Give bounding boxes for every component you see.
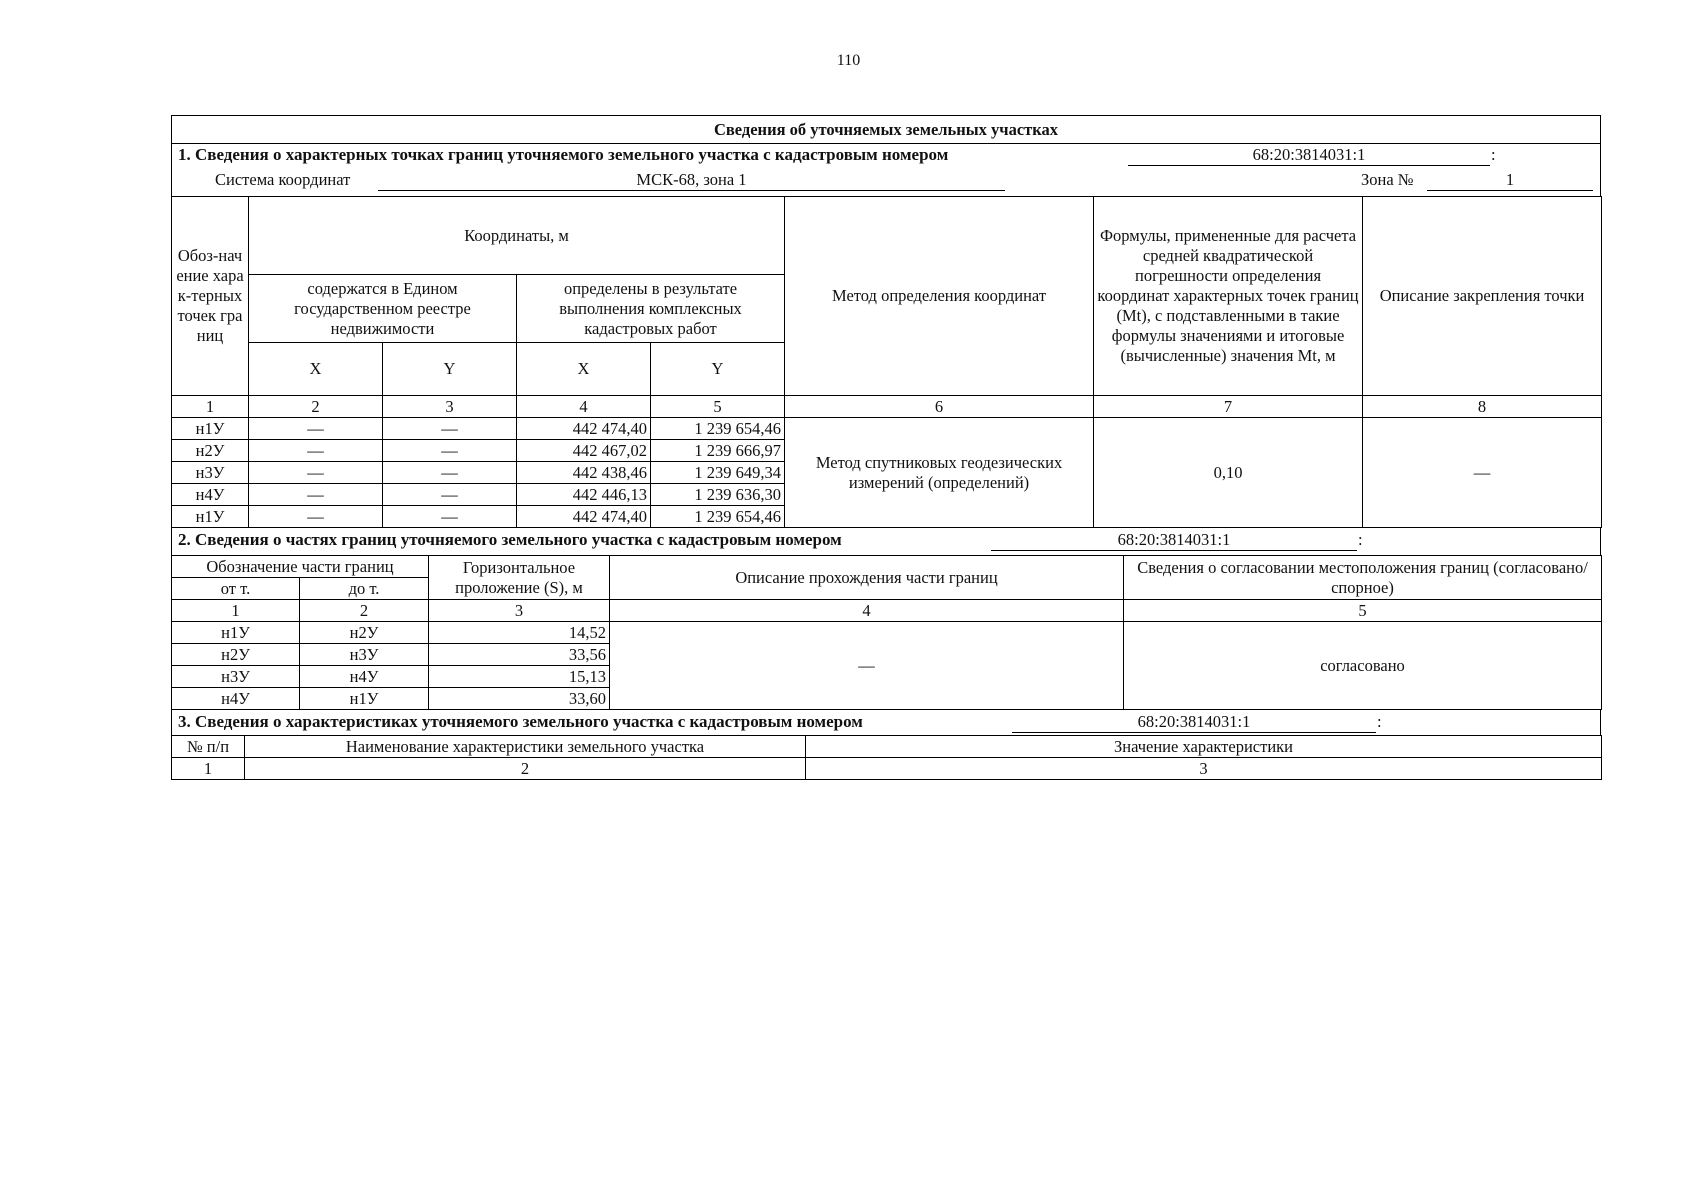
header-x-egrn: X — [249, 343, 383, 396]
section2-cadastral-number: 68:20:3814031:1 — [991, 530, 1357, 551]
header-coordinates: Координаты, м — [249, 197, 785, 275]
document-table — [171, 115, 1601, 780]
to-point: н3У — [300, 644, 429, 666]
header-x-kkr: X — [517, 343, 651, 396]
header-agreement: Сведения о согласовании местоположения границ (согласовано/спорное) — [1124, 556, 1602, 600]
x-value: 442 474,40 — [517, 506, 651, 528]
section1-heading — [171, 143, 1601, 196]
zone-value: 1 — [1427, 170, 1593, 191]
section2-heading — [171, 527, 1601, 556]
col-number: 1 — [172, 396, 249, 418]
horizontal-length: 14,52 — [429, 622, 610, 644]
col-number: 2 — [300, 600, 429, 622]
title-table — [171, 115, 1601, 144]
from-point: н1У — [172, 622, 300, 644]
y-value: 1 239 654,46 — [651, 506, 785, 528]
col-number: 2 — [249, 396, 383, 418]
coord-system-value: МСК-68, зона 1 — [378, 170, 1005, 191]
section3-title: 3. Сведения о характеристиках уточняемого земельного участка с кадастровым номером — [178, 711, 863, 731]
header-to: до т. — [300, 578, 429, 600]
from-point: н3У — [172, 666, 300, 688]
x-egrn: — — [249, 484, 383, 506]
section1-colon: : — [1491, 145, 1496, 164]
y-value: 1 239 649,34 — [651, 462, 785, 484]
coord-system-label: Система координат — [215, 170, 351, 189]
header-description: Описание прохождения части границ — [610, 556, 1124, 600]
to-point: н2У — [300, 622, 429, 644]
header-part-designation: Обозначение части границ — [172, 556, 429, 578]
point-id: н2У — [172, 440, 249, 462]
agreement-value: согласовано — [1124, 622, 1602, 710]
zone-label: Зона № — [1361, 170, 1414, 189]
page-number: 110 — [836, 52, 861, 69]
point-id: н1У — [172, 506, 249, 528]
header-num: № п/п — [172, 736, 245, 758]
table-row — [172, 622, 1602, 644]
point-id: н4У — [172, 484, 249, 506]
horizontal-length: 33,56 — [429, 644, 610, 666]
y-egrn: — — [383, 484, 517, 506]
y-value: 1 239 636,30 — [651, 484, 785, 506]
header-y-kkr: Y — [651, 343, 785, 396]
x-value: 442 446,13 — [517, 484, 651, 506]
point-id: н1У — [172, 418, 249, 440]
horizontal-length: 33,60 — [429, 688, 610, 710]
mt-value: 0,10 — [1094, 418, 1363, 528]
header-from: от т. — [172, 578, 300, 600]
header-horizontal: Горизонтальное проложение (S), м — [429, 556, 610, 600]
document-title: Сведения об уточняемых земельных участках — [172, 116, 1601, 144]
fixing-value: — — [1363, 418, 1602, 528]
col-number: 3 — [429, 600, 610, 622]
x-value: 442 474,40 — [517, 418, 651, 440]
header-fixing: Описание закрепления точки — [1363, 197, 1602, 396]
section1-cadastral-number: 68:20:3814031:1 — [1128, 145, 1490, 166]
col-number: 1 — [172, 600, 300, 622]
col-number: 5 — [1124, 600, 1602, 622]
x-value: 442 467,02 — [517, 440, 651, 462]
from-point: н2У — [172, 644, 300, 666]
header-y-egrn: Y — [383, 343, 517, 396]
description-value: — — [610, 622, 1124, 710]
section1-title: 1. Сведения о характерных точках границ уточняемого земельного участка с кадастровым номером — [178, 145, 949, 164]
horizontal-length: 15,13 — [429, 666, 610, 688]
y-egrn: — — [383, 440, 517, 462]
col-number: 4 — [517, 396, 651, 418]
y-value: 1 239 666,97 — [651, 440, 785, 462]
from-point: н4У — [172, 688, 300, 710]
col-number: 4 — [610, 600, 1124, 622]
y-value: 1 239 654,46 — [651, 418, 785, 440]
header-method: Метод определения координат — [785, 197, 1094, 396]
section3-cadastral-number: 68:20:3814031:1 — [1012, 712, 1376, 733]
table-row — [172, 418, 1602, 440]
to-point: н1У — [300, 688, 429, 710]
method-value: Метод спутниковых геодезических измерений (определений) — [785, 418, 1094, 528]
x-egrn: — — [249, 506, 383, 528]
section2-title: 2. Сведения о частях границ уточняемого земельного участка с кадастровым номером — [178, 529, 842, 549]
x-egrn: — — [249, 418, 383, 440]
y-egrn: — — [383, 462, 517, 484]
section3-colon: : — [1377, 711, 1382, 731]
header-name: Наименование характеристики земельного участка — [245, 736, 806, 758]
section1-table — [171, 196, 1602, 528]
section2-colon: : — [1358, 529, 1363, 549]
col-number: 2 — [245, 758, 806, 780]
header-egrn: содержатся в Едином государственном реестре недвижимости — [249, 275, 517, 343]
section3-table — [171, 735, 1602, 780]
header-formulas: Формулы, примененные для расчета средней квадратической погрешности определения координат характерных точек границ (Mt), с подставленными в такие формулы значениями и итоговые (вычисленные) значения Mt, м — [1094, 197, 1363, 396]
col-number: 5 — [651, 396, 785, 418]
header-kkr: определены в результате выполнения комплексных кадастровых работ — [517, 275, 785, 343]
point-id: н3У — [172, 462, 249, 484]
to-point: н4У — [300, 666, 429, 688]
x-egrn: — — [249, 462, 383, 484]
y-egrn: — — [383, 506, 517, 528]
col-number: 3 — [383, 396, 517, 418]
x-egrn: — — [249, 440, 383, 462]
col-number: 1 — [172, 758, 245, 780]
col-number: 3 — [806, 758, 1602, 780]
col-number: 8 — [1363, 396, 1602, 418]
col-number: 7 — [1094, 396, 1363, 418]
y-egrn: — — [383, 418, 517, 440]
col-number: 6 — [785, 396, 1094, 418]
section3-heading — [171, 709, 1601, 736]
x-value: 442 438,46 — [517, 462, 651, 484]
header-point-designation: Обоз-начение харак-терных точек границ — [172, 197, 249, 396]
section2-table — [171, 555, 1602, 710]
header-value: Значение характеристики — [806, 736, 1602, 758]
